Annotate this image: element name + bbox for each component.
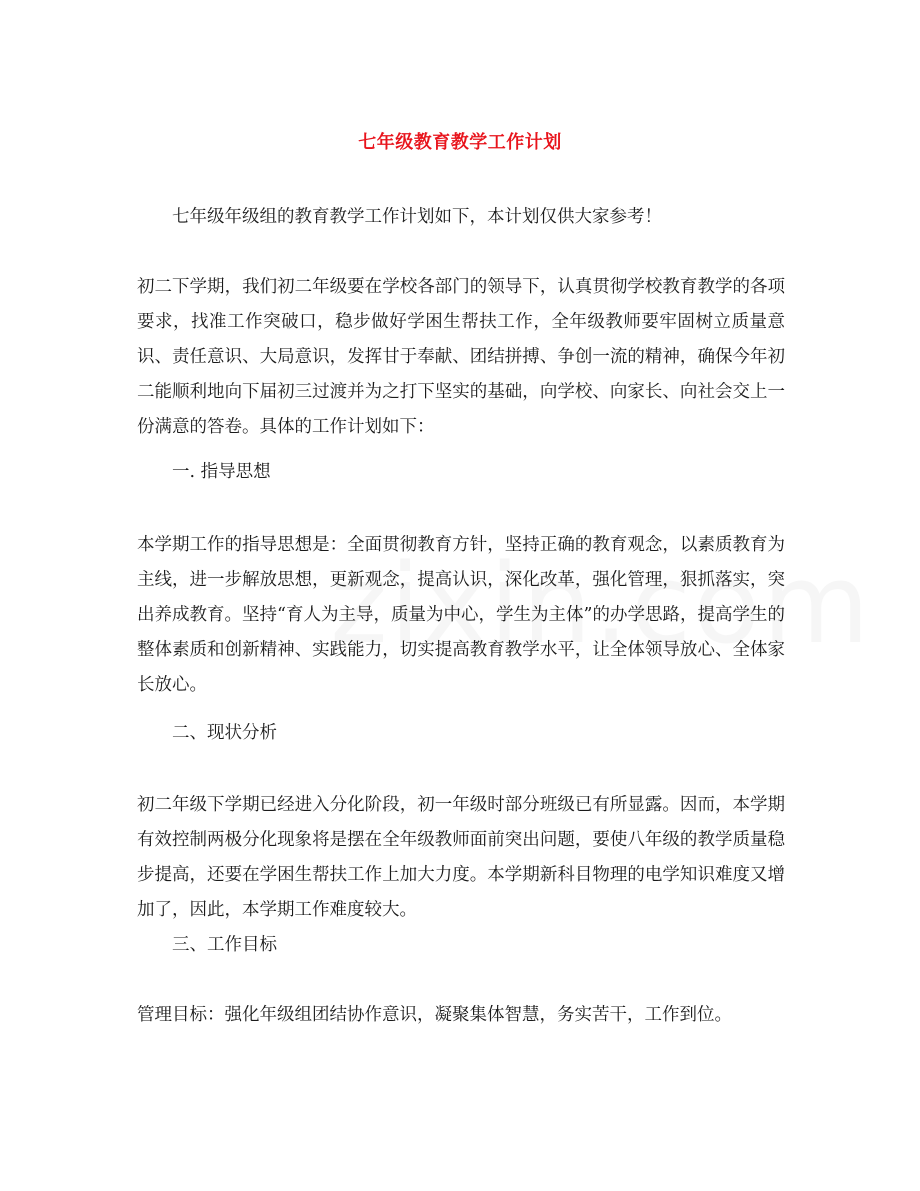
section-heading-guiding-thought: 一. 指导思想 <box>172 462 271 482</box>
intro-paragraph: 七年级年级组的教育教学工作计划如下，本计划仅供大家参考！ <box>172 207 662 227</box>
section-heading-work-goals: 三、工作目标 <box>172 935 277 955</box>
paragraph-guiding-thought: 本学期工作的指导思想是：全面贯彻教育方针，坚持正确的教育观念，以素质教育为主线，进一步解放思想，更新观念，提高认识，深化改革，强化管理，狠抓落实，突出养成教育。坚持“育人为主导，质量为中心，学生为主体”的办学思路，提高学生的整体素质和创新精神、实践能力，切实提高教育教学水平，让全体领导放心、全体家长放心。 <box>137 535 785 695</box>
paragraph-overview: 初二下学期，我们初二年级要在学校各部门的领导下，认真贯彻学校教育教学的各项要求，找准工作突破口，稳步做好学困生帮扶工作，全年级教师要牢固树立质量意识、责任意识、大局意识，发挥甘于奉献、团结拼搏、争创一流的精神，确保今年初二能顺利地向下届初三过渡并为之打下坚实的基础，向学校、向家长、向社会交上一份满意的答卷。具体的工作计划如下： <box>137 277 785 437</box>
section-heading-status-analysis: 二、现状分析 <box>172 723 277 743</box>
document-title: 七年级教育教学工作计划 <box>358 132 562 153</box>
paragraph-management-goal: 管理目标：强化年级组团结协作意识，凝聚集体智慧，务实苦干，工作到位。 <box>137 1005 732 1025</box>
paragraph-status-analysis: 初二年级下学期已经进入分化阶段，初一年级时部分班级已有所显露。因而，本学期有效控制两极分化现象将是摆在全年级教师面前突出问题，要使八年级的教学质量稳步提高，还要在学困生帮扶工作上加大力度。本学期新科目物理的电学知识难度又增加了，因此，本学期工作难度较大。 <box>137 795 785 920</box>
